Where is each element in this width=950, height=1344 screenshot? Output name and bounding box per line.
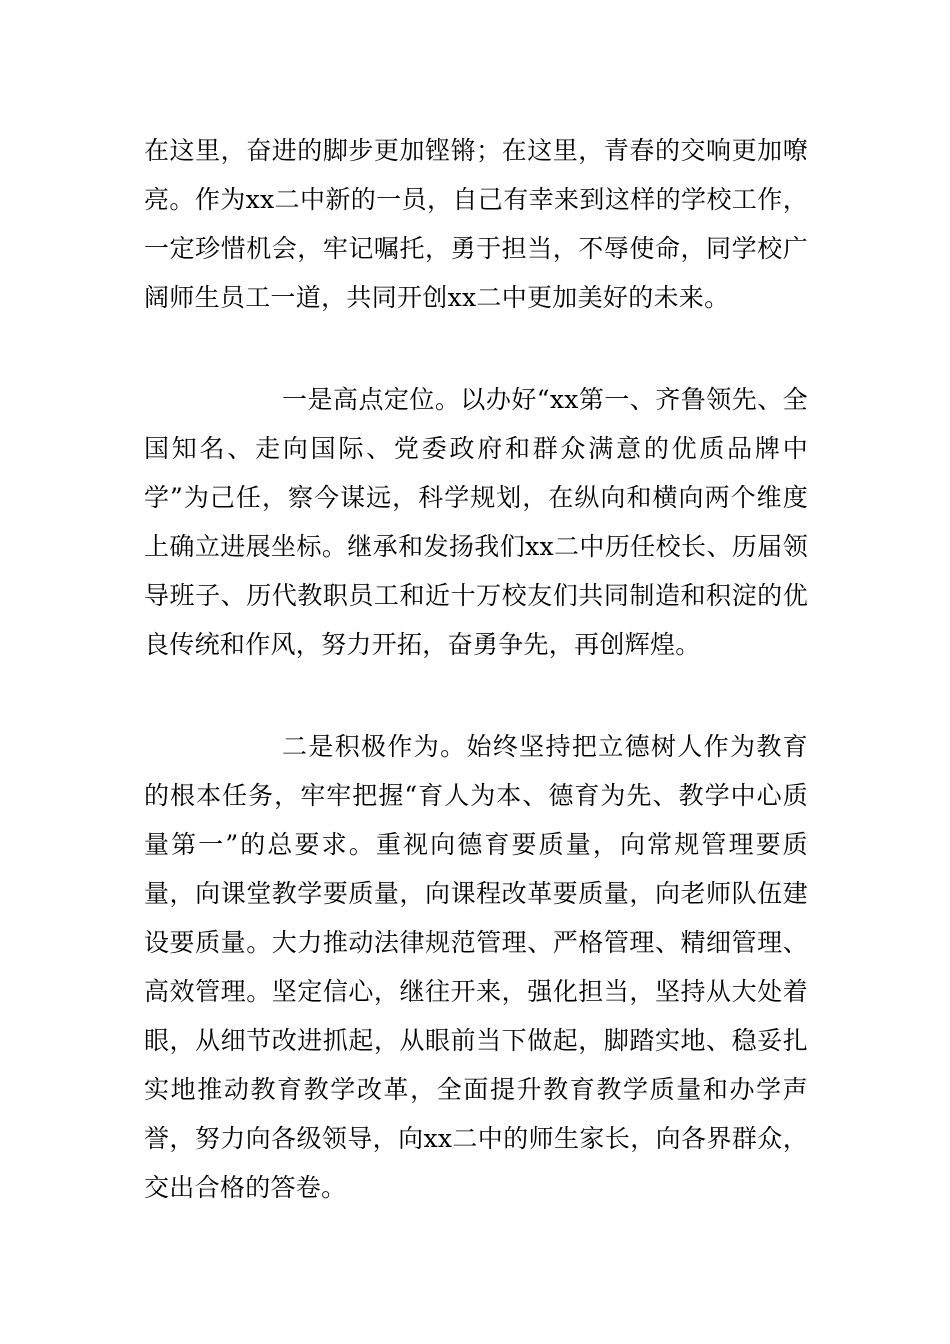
paragraph-active-action: 二是积极作为。始终坚持把立德树人作为教育的根本任务，牢牢把握“育人为本、德育为先、教学中心质量第一”的总要求。重视向德育要质量，向常规管理要质量，向课堂教学要质量，向课程改革要质量，向老师队伍建设要质量。大力推动法律规范管理、严格管理、精细管理、高效管理。坚定信心，继往开来，强化担当，坚持从大处着眼，从细节改进抓起，从眼前当下做起，脚踏实地、稳妥扎实地推动教育教学改革，全面提升教育教学质量和办学声誉，努力向各级领导，向xx二中的师生家长，向各界群众，交出合格的答卷。 [144,732,808,1202]
paragraph-high-positioning: 一是高点定位。以办好“xx第一、齐鲁领先、全国知名、走向国际、党委政府和群众满意的优质品牌中学”为己任，察今谋远，科学规划，在纵向和横向两个维度上确立进展坐标。继承和发扬我们xx二中历任校长、历届领导班子、历代教职员工和近十万校友们共同制造和积淀的优良传统和作风，努力开拓，奋勇争先，再创辉煌。 [144,385,808,659]
paragraph-closing-remarks: 在这里，奋进的脚步更加铿锵；在这里，青春的交响更加嘹亮。作为xx二中新的一员，自己有幸来到这样的学校工作，一定珍惜机会，牢记嘱托，勇于担当，不辱使命，同学校广阔师生员工一道，共同开创xx二中更加美好的未来。 [144,136,808,312]
